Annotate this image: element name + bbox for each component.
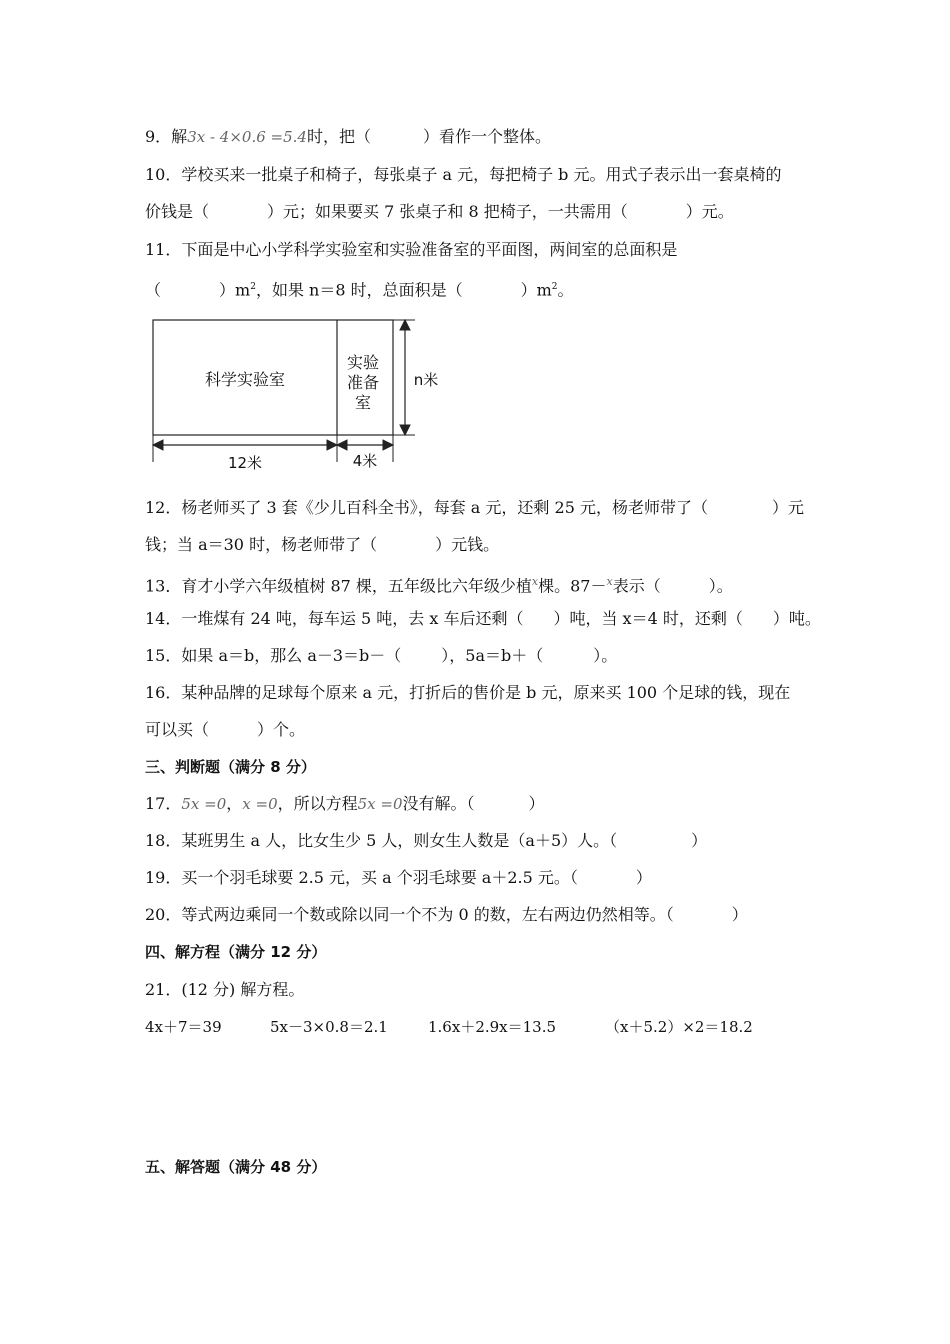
room1-label: 科学实验室	[204, 370, 286, 389]
equation-1: 4x＋7＝39	[145, 1018, 222, 1036]
question-12-line1: 12．杨老师买了 3 套《少儿百科全书》，每套 a 元，还剩 25 元，杨老师带了（ ）元	[145, 498, 804, 517]
equation-2: 5x－3×0.8＝2.1	[270, 1018, 388, 1036]
floor-plan-diagram	[140, 310, 450, 475]
question-11-line2: （ ）$m^2$，如果 n＝8 时，总面积是（ ）$m^2$。	[145, 280, 574, 300]
room2-label-line1: 实验	[346, 353, 380, 372]
question-20: 20．等式两边乘同一个数或除以同一个不为 0 的数，左右两边仍然相等。（ ）	[145, 905, 748, 924]
question-17: 17．5x =0，x =0，所以方程5x =0没有解。（ ）	[145, 794, 545, 813]
section-3-heading: 三、判断题（满分 8 分）	[145, 758, 316, 776]
question-10-line1: 10．学校买来一批桌子和椅子，每张桌子 a 元，每把椅子 b 元。用式子表示出一套桌椅的	[145, 165, 782, 184]
question-16-line1: 16．某种品牌的足球每个原来 a 元，打折后的售价是 b 元，原来买 100 个足球的钱，现在	[145, 683, 791, 702]
equation-image: 3x - 4×0.6 =5.4	[187, 128, 307, 146]
height-arrow	[393, 320, 415, 435]
room2-label-line3: 室	[354, 393, 372, 412]
height-label: n米	[413, 371, 439, 389]
question-13: 13．育才小学六年级植树 87 棵，五年级比六年级少植$^x$棵。87－$^x$表示（ ）。	[145, 575, 733, 596]
question-16-line2: 可以买（ ）个。	[145, 720, 306, 739]
question-10-line2: 价钱是（ ）元；如果要买 7 张桌子和 8 把椅子，一共需用（ ）元。	[145, 202, 734, 221]
width1-label: 12米	[227, 454, 263, 472]
question-12-line2: 钱；当 a＝30 时，杨老师带了（ ）元钱。	[145, 535, 500, 554]
question-21: 21．(12 分) 解方程。	[145, 980, 305, 999]
question-9: 9．解3x - 4×0.6 =5.4时，把（ ）看作一个整体。	[145, 127, 551, 146]
question-19: 19．买一个羽毛球要 2.5 元，买 a 个羽毛球要 a＋2.5 元。（ ）	[145, 868, 652, 887]
question-11-line1: 11．下面是中心小学科学实验室和实验准备室的平面图，两间室的总面积是	[145, 240, 678, 259]
equation-4: （x＋5.2）×2＝18.2	[605, 1018, 753, 1036]
question-14: 14．一堆煤有 24 吨，每车运 5 吨，去 x 车后还剩（ ）吨，当 x＝4 时，还剩（ ）吨。	[145, 609, 821, 628]
section-4-heading: 四、解方程（满分 12 分）	[145, 943, 327, 961]
question-18: 18．某班男生 a 人，比女生少 5 人，则女生人数是（a＋5）人。（ ）	[145, 831, 708, 850]
equation-3: 1.6x＋2.9x＝13.5	[428, 1018, 557, 1036]
section-5-heading: 五、解答题（满分 48 分）	[145, 1158, 327, 1176]
question-15: 15．如果 a＝b，那么 a－3＝b－（ ），5a＝b＋（ ）。	[145, 646, 618, 665]
room2-label-line2: 准备	[346, 373, 380, 392]
width2-label: 4米	[352, 452, 378, 470]
